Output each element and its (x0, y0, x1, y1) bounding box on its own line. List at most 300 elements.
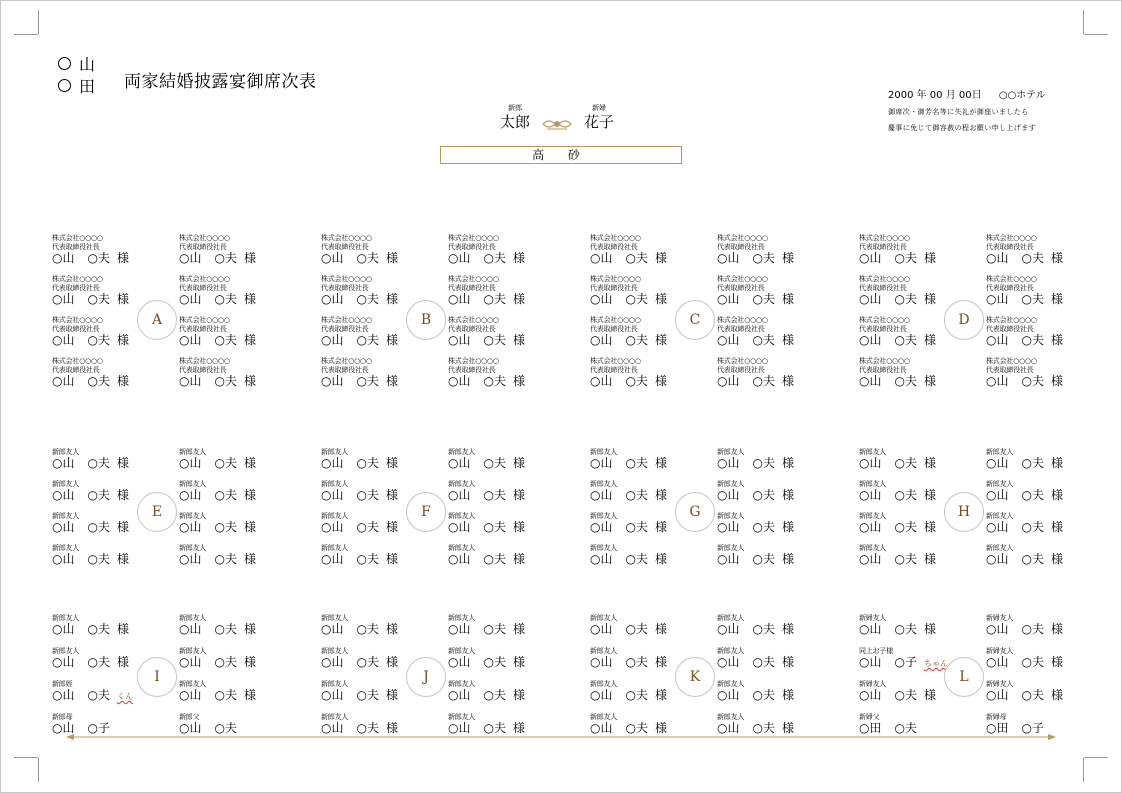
guest-given-name: ○夫 (356, 251, 379, 265)
guest-name (717, 293, 817, 306)
guest-seat (859, 614, 959, 644)
guest-name (859, 457, 959, 470)
guest-surname: ○山 (986, 488, 1009, 502)
guest-name (179, 656, 279, 669)
guest-name (321, 334, 421, 347)
guest-surname: ○山 (717, 721, 740, 735)
guest-seat (717, 512, 817, 542)
honorific: 様 (512, 488, 525, 502)
guest-name (986, 375, 1086, 388)
honorific: 様 (781, 688, 794, 702)
guest-role: 新郎友人 (321, 647, 349, 655)
guest-name (52, 656, 152, 669)
guest-surname: ○山 (590, 251, 613, 265)
guest-role: 新郎友人 (179, 512, 207, 520)
guest-role: 新郎友人 (590, 512, 618, 520)
guest-seat (321, 448, 421, 478)
guest-role: 新郎友人 (859, 544, 887, 552)
guest-role: 株式会社○○○○ (448, 357, 499, 365)
guest-seat (986, 680, 1086, 710)
guest-seat (179, 316, 279, 346)
guest-seat (590, 275, 690, 305)
guest-role: 新婦母 (986, 713, 1007, 721)
table-label: A (137, 300, 177, 340)
guest-surname: ○山 (321, 655, 344, 669)
guest-seat (717, 544, 817, 574)
guest-given-name: ○夫 (894, 488, 917, 502)
guest-given-name: ○夫 (356, 374, 379, 388)
guest-role: 株式会社○○○○ (321, 316, 372, 324)
guest-role: 新郎友人 (52, 480, 80, 488)
honorific: 様 (512, 292, 525, 306)
guest-role: 新婦友人 (986, 614, 1014, 622)
guest-given-name: ○夫 (483, 488, 506, 502)
honorific: 様 (385, 688, 398, 702)
guest-surname: ○山 (52, 333, 75, 347)
guest-role: 新婦友人 (986, 680, 1014, 688)
guest-seat (179, 357, 279, 387)
guest-given-name: ○夫 (625, 552, 648, 566)
guest-given-name: ○夫 (625, 688, 648, 702)
honorific: 様 (1050, 622, 1063, 636)
guest-role: 株式会社○○○○ (986, 316, 1037, 324)
honorific: 様 (923, 488, 936, 502)
guest-name (179, 489, 279, 502)
guest-name (859, 252, 959, 265)
guest-given-name: ○夫 (214, 251, 237, 265)
honorific: 様 (923, 251, 936, 265)
apology-message-2: 慶事に免じて御容赦の程お願い申し上げます (888, 124, 1036, 132)
guest-seat (717, 448, 817, 478)
guest-role: 株式会社○○○○ (321, 357, 372, 365)
guest-surname: ○山 (717, 456, 740, 470)
guest-name (590, 334, 690, 347)
table-label: H (944, 492, 984, 532)
guest-seat (590, 448, 690, 478)
guest-role: 新郎友人 (448, 680, 476, 688)
honorific: 様 (781, 292, 794, 306)
guest-given-name: ○夫 (1021, 688, 1044, 702)
guest-role: 新郎友人 (179, 448, 207, 456)
guest-given-name: ○夫 (1021, 374, 1044, 388)
guest-seat (859, 448, 959, 478)
guest-role: 代表取締役社長 (590, 325, 638, 333)
guest-role: 株式会社○○○○ (179, 316, 230, 324)
guest-surname: ○山 (986, 655, 1009, 669)
guest-role: 新郎友人 (590, 544, 618, 552)
honorific: 様 (116, 622, 129, 636)
guest-role: 新婦父 (859, 713, 880, 721)
honorific: 様 (512, 655, 525, 669)
guest-surname: ○山 (52, 520, 75, 534)
honorific: 様 (1050, 655, 1063, 669)
guest-given-name: ○夫 (214, 721, 237, 735)
guest-given-name: ○夫 (752, 456, 775, 470)
guest-given-name: ○夫 (894, 333, 917, 347)
honorific: 様 (654, 688, 667, 702)
honorific: 様 (1050, 333, 1063, 347)
guest-given-name: ○夫 (214, 688, 237, 702)
honorific: 様 (243, 552, 256, 566)
honorific: 様 (781, 333, 794, 347)
guest-role: 新郎友人 (179, 480, 207, 488)
guest-role: 新郎友人 (321, 614, 349, 622)
guest-surname: ○山 (52, 456, 75, 470)
honorific: 様 (116, 292, 129, 306)
guest-surname: ○山 (179, 488, 202, 502)
guest-given-name: ○夫 (625, 292, 648, 306)
guest-given-name: ○夫 (625, 374, 648, 388)
guest-name (986, 489, 1086, 502)
honorific: 様 (654, 333, 667, 347)
guest-seat (448, 544, 548, 574)
guest-role: 代表取締役社長 (717, 243, 765, 251)
guest-surname: ○山 (448, 655, 471, 669)
guest-seat (52, 680, 152, 710)
guest-role: 代表取締役社長 (986, 243, 1034, 251)
guest-name (179, 623, 279, 636)
guest-role: 新郎友人 (986, 480, 1014, 488)
honorific: 様 (243, 374, 256, 388)
guest-seat (717, 680, 817, 710)
guest-role: 新郎友人 (52, 512, 80, 520)
guest-role: 新郎友人 (717, 713, 745, 721)
guest-role: 代表取締役社長 (179, 366, 227, 374)
guest-given-name: ○夫 (356, 721, 379, 735)
guest-seat (590, 234, 690, 264)
guest-role: 株式会社○○○○ (986, 357, 1037, 365)
honorific: 様 (1050, 520, 1063, 534)
honorific: 様 (512, 721, 525, 735)
guest-surname: ○山 (321, 520, 344, 534)
guest-role: 株式会社○○○○ (179, 275, 230, 283)
honorific: 様 (512, 622, 525, 636)
guest-given-name: ○夫 (1021, 456, 1044, 470)
guest-name (448, 457, 548, 470)
guest-surname: ○山 (52, 721, 75, 735)
guest-role: 代表取締役社長 (717, 366, 765, 374)
guest-seat (179, 275, 279, 305)
guest-seat (859, 680, 959, 710)
guest-name (321, 623, 421, 636)
honorific: 様 (923, 552, 936, 566)
guest-role: 株式会社○○○○ (179, 234, 230, 242)
guest-name (986, 623, 1086, 636)
guest-surname: ○山 (859, 456, 882, 470)
guest-name (986, 521, 1086, 534)
guest-role: 新郎友人 (321, 680, 349, 688)
guest-role: 代表取締役社長 (717, 325, 765, 333)
guest-name (52, 334, 152, 347)
guest-role: 新郎友人 (448, 480, 476, 488)
honorific: 様 (512, 520, 525, 534)
honorific: 様 (1050, 292, 1063, 306)
guest-name (590, 553, 690, 566)
honorific: くん (116, 692, 133, 701)
honorific: 様 (923, 622, 936, 636)
guest-given-name: ○夫 (356, 333, 379, 347)
honorific: 様 (654, 520, 667, 534)
honorific: 様 (243, 520, 256, 534)
guest-role: 新郎友人 (590, 448, 618, 456)
guest-name (179, 553, 279, 566)
guest-role: 新婦友人 (859, 680, 887, 688)
guest-surname: ○山 (52, 251, 75, 265)
guest-surname: ○山 (321, 456, 344, 470)
guest-role: 株式会社○○○○ (859, 316, 910, 324)
honorific: 様 (781, 251, 794, 265)
guest-surname: ○山 (590, 292, 613, 306)
honorific: 様 (512, 333, 525, 347)
guest-name (179, 375, 279, 388)
guest-role: 新郎母 (52, 713, 73, 721)
guest-surname: ○山 (590, 374, 613, 388)
guest-name (717, 656, 817, 669)
guest-surname: ○山 (986, 688, 1009, 702)
guest-role: 代表取締役社長 (179, 325, 227, 333)
guest-seat (52, 544, 152, 574)
guest-role: 株式会社○○○○ (717, 234, 768, 242)
guest-surname: ○山 (590, 520, 613, 534)
guest-name (859, 334, 959, 347)
honorific: 様 (385, 488, 398, 502)
guest-name (590, 252, 690, 265)
guest-role: 株式会社○○○○ (52, 357, 103, 365)
guest-given-name: ○夫 (1021, 251, 1044, 265)
guest-name (321, 489, 421, 502)
guest-given-name: ○夫 (894, 688, 917, 702)
guest-surname: ○山 (321, 333, 344, 347)
guest-role: 新郎友人 (448, 512, 476, 520)
guest-surname: ○山 (717, 622, 740, 636)
guest-seat (986, 512, 1086, 542)
guest-given-name: ○夫 (625, 721, 648, 735)
guest-role: 株式会社○○○○ (52, 234, 103, 242)
guest-name (52, 375, 152, 388)
guest-name (590, 521, 690, 534)
honorific: 様 (654, 456, 667, 470)
honorific: 様 (243, 622, 256, 636)
guest-given-name: ○夫 (483, 292, 506, 306)
guest-given-name: ○夫 (483, 251, 506, 265)
honorific: 様 (781, 622, 794, 636)
guest-seat (448, 448, 548, 478)
guest-surname: ○山 (590, 655, 613, 669)
honorific: 様 (385, 292, 398, 306)
guest-role: 代表取締役社長 (859, 243, 907, 251)
guest-name (590, 293, 690, 306)
guest-surname: ○山 (179, 374, 202, 388)
guest-role: 株式会社○○○○ (52, 275, 103, 283)
guest-seat (717, 647, 817, 677)
guest-given-name: ○夫 (752, 333, 775, 347)
guest-role: 新婦友人 (859, 614, 887, 622)
guest-role: 新郎友人 (590, 713, 618, 721)
guest-name (448, 656, 548, 669)
guest-surname: ○山 (859, 374, 882, 388)
guest-given-name: ○夫 (894, 721, 917, 735)
guest-given-name: ○夫 (625, 333, 648, 347)
guest-seat (859, 544, 959, 574)
guest-surname: ○山 (321, 552, 344, 566)
guest-given-name: ○夫 (625, 251, 648, 265)
guest-seat (986, 448, 1086, 478)
guest-role: 株式会社○○○○ (448, 234, 499, 242)
guest-role: 新郎友人 (590, 480, 618, 488)
guest-role: 株式会社○○○○ (448, 275, 499, 283)
honorific: 様 (654, 552, 667, 566)
guest-seat (448, 647, 548, 677)
guest-role: 代表取締役社長 (52, 325, 100, 333)
guest-seat (717, 275, 817, 305)
guest-surname: ○山 (590, 552, 613, 566)
guest-name (986, 293, 1086, 306)
honorific: 様 (654, 292, 667, 306)
guest-role: 代表取締役社長 (986, 284, 1034, 292)
guest-seat (321, 275, 421, 305)
guest-given-name: ○夫 (356, 456, 379, 470)
guest-given-name: ○夫 (752, 488, 775, 502)
honorific: 様 (1050, 488, 1063, 502)
honorific: 様 (243, 655, 256, 669)
guest-seat (448, 512, 548, 542)
guest-given-name: ○夫 (87, 655, 110, 669)
table-label: J (406, 657, 446, 697)
honorific: 様 (116, 456, 129, 470)
honorific: 様 (512, 552, 525, 566)
guest-surname: ○山 (859, 333, 882, 347)
guest-surname: ○山 (986, 333, 1009, 347)
guest-seat (179, 234, 279, 264)
guest-role: 新郎友人 (321, 544, 349, 552)
honorific: 様 (1050, 456, 1063, 470)
guest-surname: ○山 (590, 456, 613, 470)
guest-surname: ○山 (179, 721, 202, 735)
guest-role: 新郎友人 (52, 448, 80, 456)
guest-seat (717, 614, 817, 644)
table-label: D (944, 300, 984, 340)
guest-seat (179, 680, 279, 710)
honorific: 様 (1050, 251, 1063, 265)
guest-name (590, 623, 690, 636)
guest-given-name: ○夫 (483, 688, 506, 702)
honorific: 様 (116, 520, 129, 534)
guest-given-name: ○夫 (214, 520, 237, 534)
guest-role: 株式会社○○○○ (986, 275, 1037, 283)
guest-name (717, 457, 817, 470)
guest-seat (321, 544, 421, 574)
guest-role: 新郎友人 (52, 544, 80, 552)
guest-seat (448, 680, 548, 710)
guest-role: 代表取締役社長 (590, 366, 638, 374)
honorific: 様 (385, 456, 398, 470)
guest-seat (179, 512, 279, 542)
guest-given-name: ○夫 (625, 488, 648, 502)
guest-surname: ○山 (52, 655, 75, 669)
honorific: 様 (385, 655, 398, 669)
guest-given-name: ○夫 (87, 552, 110, 566)
guest-seat (52, 234, 152, 264)
honorific: 様 (923, 292, 936, 306)
guest-surname: ○山 (590, 721, 613, 735)
guest-seat (717, 357, 817, 387)
guest-name (986, 457, 1086, 470)
guest-given-name: ○夫 (214, 552, 237, 566)
guest-given-name: ○夫 (214, 333, 237, 347)
guest-seat (986, 357, 1086, 387)
guest-role: 株式会社○○○○ (859, 234, 910, 242)
guest-surname: ○山 (448, 333, 471, 347)
guest-name (448, 252, 548, 265)
guest-role: 代表取締役社長 (986, 366, 1034, 374)
guest-given-name: ○夫 (752, 374, 775, 388)
guest-seat (321, 614, 421, 644)
guest-role: 新郎友人 (590, 680, 618, 688)
groom-role: 新郎 (508, 104, 522, 112)
table-label: L (944, 657, 984, 697)
guest-role: 新郎友人 (717, 448, 745, 456)
guest-surname: ○山 (321, 488, 344, 502)
table-label: C (675, 300, 715, 340)
guest-name (590, 375, 690, 388)
guest-surname: ○山 (179, 520, 202, 534)
guest-surname: ○山 (448, 251, 471, 265)
honorific: 様 (923, 374, 936, 388)
head-table: 高 砂 (440, 146, 682, 164)
guest-name (448, 375, 548, 388)
guest-seat (590, 680, 690, 710)
guest-seat (986, 544, 1086, 574)
guest-role: 新郎友人 (859, 480, 887, 488)
honorific: 様 (243, 251, 256, 265)
guest-seat (52, 357, 152, 387)
guest-name (859, 656, 959, 670)
guest-role: 代表取締役社長 (321, 366, 369, 374)
honorific: 様 (385, 520, 398, 534)
guest-surname: ○山 (179, 688, 202, 702)
guest-surname: ○山 (717, 520, 740, 534)
venue-name: ○○ホテル (998, 90, 1046, 101)
guest-given-name: ○夫 (87, 333, 110, 347)
guest-seat (52, 275, 152, 305)
honorific: 様 (385, 622, 398, 636)
guest-role: 株式会社○○○○ (717, 316, 768, 324)
guest-seat (179, 647, 279, 677)
honorific: 様 (116, 374, 129, 388)
guest-given-name: ○夫 (752, 251, 775, 265)
guest-seat (179, 544, 279, 574)
guest-name (448, 293, 548, 306)
guest-name (179, 521, 279, 534)
groom-name: 太郎 (500, 113, 531, 131)
guest-given-name: ○夫 (752, 552, 775, 566)
guest-given-name: ○夫 (87, 622, 110, 636)
guest-role: 代表取締役社長 (859, 366, 907, 374)
guest-name (590, 457, 690, 470)
guest-surname: ○山 (179, 251, 202, 265)
guest-surname: ○山 (321, 251, 344, 265)
honorific: 様 (116, 552, 129, 566)
guest-name (986, 656, 1086, 669)
guest-given-name: ○夫 (356, 655, 379, 669)
guest-surname: ○山 (52, 552, 75, 566)
guest-surname: ○山 (717, 488, 740, 502)
guest-given-name: ○夫 (894, 292, 917, 306)
guest-seat (859, 234, 959, 264)
guest-name (717, 689, 817, 702)
bride-name: 花子 (584, 113, 615, 131)
guest-seat (448, 234, 548, 264)
